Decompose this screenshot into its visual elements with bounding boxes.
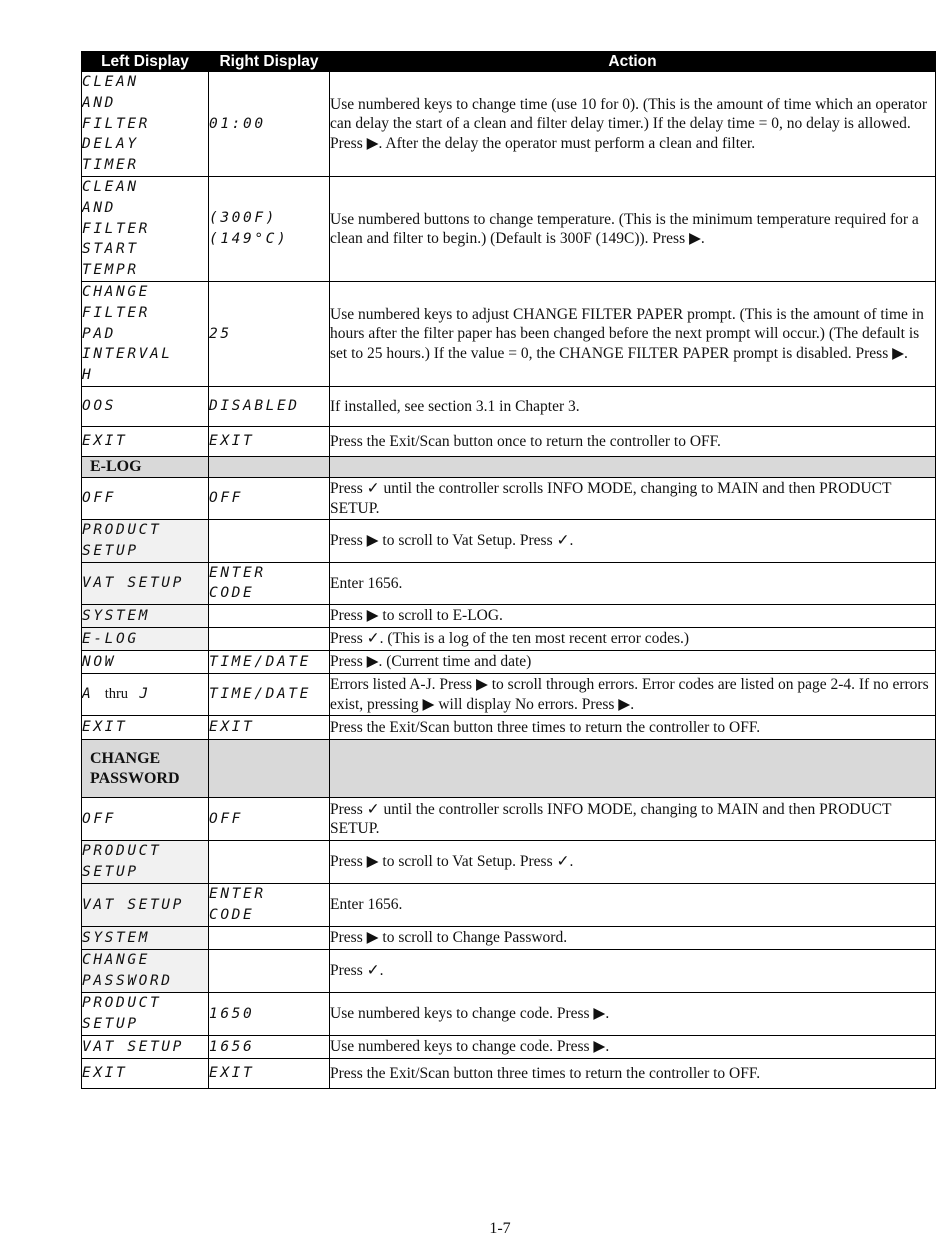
left-display-cell: SYSTEM	[82, 605, 209, 628]
table-row	[82, 841, 936, 884]
action-cell: Press ✓ until the controller scrolls INFO MODE, changing to MAIN and then PRODUCT SETUP.	[330, 798, 936, 841]
error-range-start: A	[82, 686, 94, 703]
page-number: 1-7	[489, 1220, 511, 1237]
table-row	[82, 884, 936, 927]
right-display-cell: EXIT	[209, 716, 330, 740]
left-display-cell: PRODUCT SETUP	[82, 520, 209, 563]
left-display-cell: PRODUCT SETUP	[82, 993, 209, 1036]
section-title: E-LOG	[82, 457, 209, 478]
right-display-cell: 01:00	[209, 72, 330, 177]
table-row	[82, 562, 936, 605]
left-display-cell: CLEAN AND FILTER START TEMPR	[82, 177, 209, 282]
left-display-cell: VAT SETUP	[82, 884, 209, 927]
action-cell: Press the Exit/Scan button three times to return the controller to OFF.	[330, 716, 936, 740]
right-display-cell	[209, 950, 330, 993]
left-display-cell: CHANGE PASSWORD	[82, 950, 209, 993]
left-display-cell: E-LOG	[82, 628, 209, 651]
right-display-cell: 1656	[209, 1036, 330, 1059]
action-cell: Press ✓ until the controller scrolls INFO MODE, changing to MAIN and then PRODUCT SETUP.	[330, 478, 936, 520]
right-display-cell	[209, 520, 330, 563]
action-cell: Press ▶ to scroll to Vat Setup. Press ✓.	[330, 520, 936, 563]
table-row	[82, 605, 936, 628]
table-row	[82, 927, 936, 950]
table-row	[82, 993, 936, 1036]
action-cell: Use numbered keys to change code. Press ▶.	[330, 1036, 936, 1059]
table-row	[82, 674, 936, 716]
action-cell: Press ▶. (Current time and date)	[330, 651, 936, 674]
left-display-cell: OFF	[82, 478, 209, 520]
action-cell: Enter 1656.	[330, 562, 936, 605]
right-display-cell	[209, 605, 330, 628]
right-display-cell: EXIT	[209, 427, 330, 457]
left-display-cell: PRODUCT SETUP	[82, 841, 209, 884]
action-cell: Press the Exit/Scan button three times to return the controller to OFF.	[330, 1059, 936, 1089]
section-title: CHANGE PASSWORD	[82, 740, 209, 798]
action-cell: Use numbered keys to change code. Press ▶.	[330, 993, 936, 1036]
error-range-end: J	[139, 686, 151, 703]
right-display-cell	[209, 841, 330, 884]
table-row	[82, 387, 936, 427]
left-display-cell: CLEAN AND FILTER DELAY TIMER	[82, 72, 209, 177]
action-cell: Press ▶ to scroll to Change Password.	[330, 927, 936, 950]
table-row	[82, 1059, 936, 1089]
action-cell: Use numbered buttons to change temperature. (This is the minimum temperature required for a clean and filter to begin.) (Default is 300F (149C)). Press ▶.	[330, 177, 936, 282]
right-display-cell	[209, 927, 330, 950]
right-display-cell: OFF	[209, 798, 330, 841]
table-row	[82, 520, 936, 563]
left-display-cell: NOW	[82, 651, 209, 674]
right-display-cell: EXIT	[209, 1059, 330, 1089]
action-cell: Press ▶ to scroll to Vat Setup. Press ✓.	[330, 841, 936, 884]
table-header-row	[82, 52, 936, 72]
header-left-display: Left Display	[82, 52, 209, 72]
table-row	[82, 282, 936, 387]
table-row	[82, 628, 936, 651]
left-display-cell: EXIT	[82, 716, 209, 740]
action-cell: Press ✓. (This is a log of the ten most recent error codes.)	[330, 628, 936, 651]
section-header-elog	[82, 457, 936, 478]
left-display-cell	[82, 674, 209, 716]
right-display-cell: 1650	[209, 993, 330, 1036]
left-display-cell: VAT SETUP	[82, 562, 209, 605]
left-display-cell: EXIT	[82, 1059, 209, 1089]
left-display-cell: CHANGE FILTER PAD INTERVAL H	[82, 282, 209, 387]
left-display-cell: VAT SETUP	[82, 1036, 209, 1059]
action-cell: Enter 1656.	[330, 884, 936, 927]
table-row	[82, 716, 936, 740]
right-display-cell: ENTER CODE	[209, 562, 330, 605]
right-display-cell: (300F) (149°C)	[209, 177, 330, 282]
left-display-cell: SYSTEM	[82, 927, 209, 950]
left-display-cell: OFF	[82, 798, 209, 841]
error-range-thru: thru	[104, 686, 129, 703]
action-cell: Use numbered keys to change time (use 10 for 0). (This is the amount of time which an operator can delay the start of a clean and filter delay timer.) If the delay time = 0, no delay is allowed. Press ▶. After the delay the operator must perform a clean and filter.	[330, 72, 936, 177]
left-display-cell: EXIT	[82, 427, 209, 457]
header-right-display: Right Display	[209, 52, 330, 72]
table-row	[82, 478, 936, 520]
right-display-cell: 25	[209, 282, 330, 387]
table-row	[82, 72, 936, 177]
section-header-change-password	[82, 740, 936, 798]
right-display-cell: TIME/DATE	[209, 674, 330, 716]
table-row	[82, 177, 936, 282]
action-cell: If installed, see section 3.1 in Chapter 3.	[330, 387, 936, 427]
action-cell: Press ▶ to scroll to E-LOG.	[330, 605, 936, 628]
table-row	[82, 950, 936, 993]
action-cell: Press ✓.	[330, 950, 936, 993]
right-display-cell: ENTER CODE	[209, 884, 330, 927]
header-action: Action	[330, 52, 936, 72]
action-cell: Press the Exit/Scan button once to return the controller to OFF.	[330, 427, 936, 457]
table-row	[82, 1036, 936, 1059]
table-row	[82, 427, 936, 457]
right-display-cell	[209, 628, 330, 651]
instruction-table	[81, 51, 936, 1089]
table-row	[82, 651, 936, 674]
left-display-cell: OOS	[82, 387, 209, 427]
action-cell: Errors listed A-J. Press ▶ to scroll through errors. Error codes are listed on page 2-4. If no errors exist, pressing ▶ will display No errors. Press ▶.	[330, 674, 936, 716]
right-display-cell: TIME/DATE	[209, 651, 330, 674]
right-display-cell: OFF	[209, 478, 330, 520]
table-row	[82, 798, 936, 841]
right-display-cell: DISABLED	[209, 387, 330, 427]
action-cell: Use numbered keys to adjust CHANGE FILTER PAPER prompt. (This is the amount of time in hours after the filter paper has been changed before the next prompt will occur.) (The default is set to 25 hours.) If the value = 0, the CHANGE FILTER PAPER prompt is disabled. Press ▶.	[330, 282, 936, 387]
